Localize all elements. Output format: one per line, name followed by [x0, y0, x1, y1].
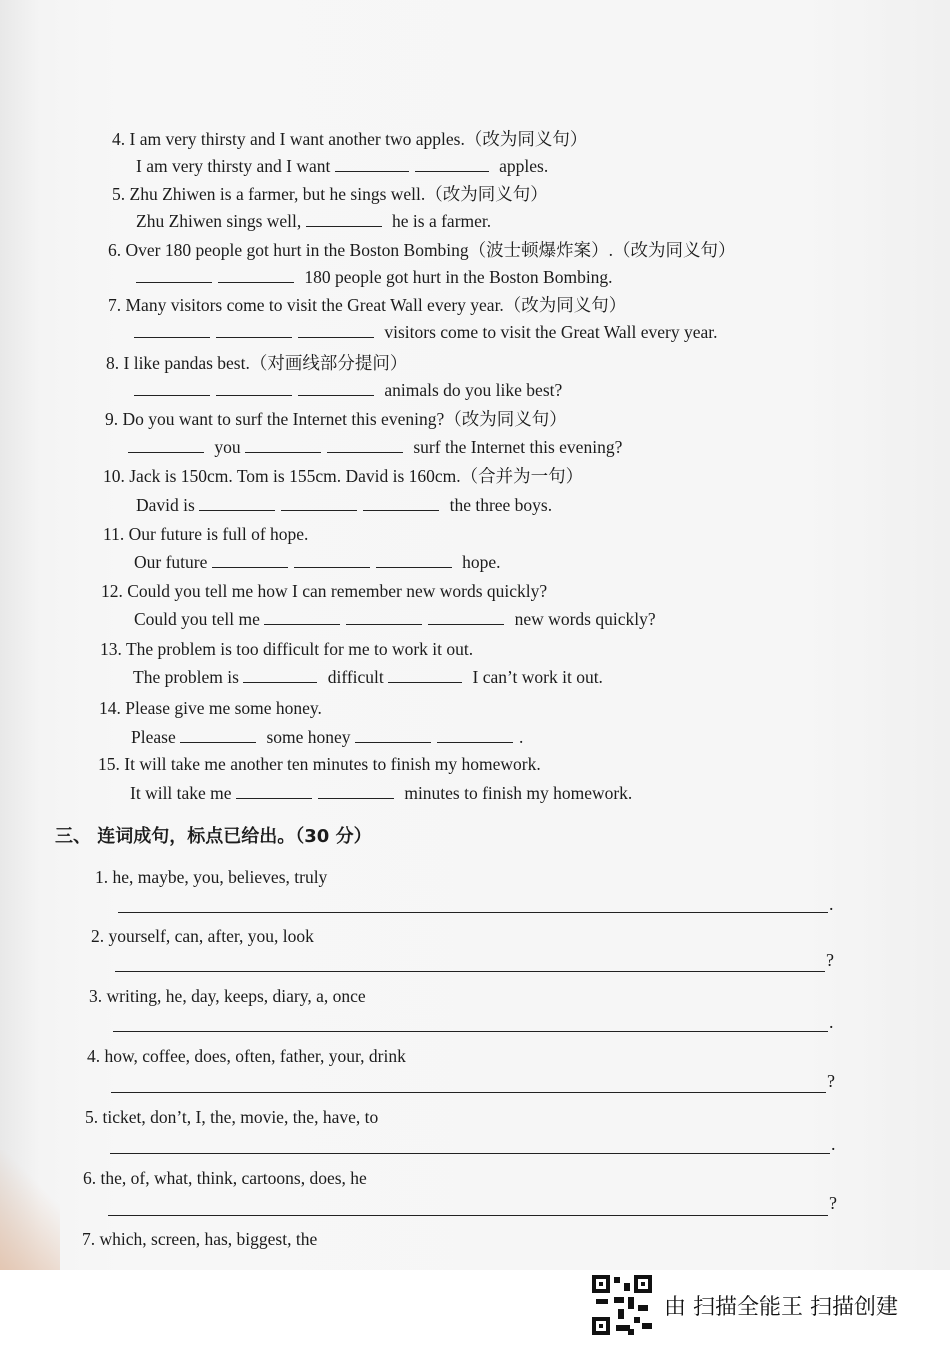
answer-line[interactable] — [110, 1153, 830, 1154]
blank[interactable] — [134, 379, 210, 396]
blank[interactable] — [236, 782, 312, 799]
blank[interactable] — [180, 726, 256, 743]
question-9: 9. Do you want to surf the Internet this evening?（改为同义句） — [105, 409, 567, 429]
answer-line-6: 180 people got hurt in the Boston Bombing. — [136, 266, 613, 288]
blank[interactable] — [437, 726, 513, 743]
question-10: 10. Jack is 150cm. Tom is 155cm. David is 160cm.（合并为一句） — [103, 466, 584, 486]
qr-code-icon — [592, 1275, 652, 1335]
blank[interactable] — [212, 551, 288, 568]
scramble-1-words: 1. he, maybe, you, believes, truly — [95, 867, 328, 887]
blank[interactable] — [306, 210, 382, 227]
blank[interactable] — [335, 155, 409, 172]
answer-line[interactable] — [115, 971, 825, 972]
blank[interactable] — [245, 436, 321, 453]
question-4: 4. I am very thirsty and I want another two apples.（改为同义句） — [112, 129, 588, 149]
answer-line-12: Could you tell me new words quickly? — [134, 609, 656, 629]
question-6: 6. Over 180 people got hurt in the Boston Bombing（波士顿爆炸案）.（改为同义句） — [108, 240, 736, 260]
scramble-3-words: 3. writing, he, day, keeps, diary, a, once — [89, 986, 366, 1006]
answer-line-11: Our future hope. — [134, 552, 501, 572]
punctuation: . — [829, 1012, 834, 1032]
blank[interactable] — [376, 551, 452, 568]
answer-line[interactable] — [111, 1092, 826, 1093]
answer-line-8: animals do you like best? — [134, 379, 562, 401]
scramble-4-words: 4. how, coffee, does, often, father, your, drink — [87, 1046, 406, 1066]
blank[interactable] — [216, 321, 292, 338]
punctuation: ? — [827, 1071, 835, 1091]
blank[interactable] — [298, 379, 374, 396]
blank[interactable] — [363, 494, 439, 511]
blank[interactable] — [243, 666, 317, 683]
blank[interactable] — [136, 266, 212, 283]
answer-line-7: visitors come to visit the Great Wall every year. — [134, 321, 717, 343]
answer-line-15: It will take me minutes to finish my homework. — [130, 783, 633, 803]
blank[interactable] — [346, 608, 422, 625]
question-15: 15. It will take me another ten minutes to finish my homework. — [98, 754, 541, 774]
footer-text: 由 扫描全能王 扫描创建 — [664, 1295, 898, 1320]
scramble-5-words: 5. ticket, don’t, I, the, movie, the, have, to — [85, 1107, 379, 1127]
blank[interactable] — [415, 155, 489, 172]
question-7: 7. Many visitors come to visit the Great Wall every year.（改为同义句） — [108, 295, 627, 315]
scramble-7-words: 7. which, screen, has, biggest, the — [82, 1229, 318, 1249]
question-5: 5. Zhu Zhiwen is a farmer, but he sings well.（改为同义句） — [112, 184, 548, 204]
question-13: 13. The problem is too difficult for me to work it out. — [100, 639, 474, 659]
answer-line-14: Please some honey . — [131, 727, 524, 747]
answer-line-5: Zhu Zhiwen sings well, he is a farmer. — [136, 211, 492, 231]
answer-line[interactable] — [113, 1031, 828, 1032]
question-8: 8. I like pandas best.（对画线部分提问） — [106, 353, 408, 373]
punctuation: . — [829, 894, 834, 914]
answer-line-4: I am very thirsty and I want apples. — [136, 156, 549, 176]
blank[interactable] — [128, 436, 204, 453]
blank[interactable] — [327, 436, 403, 453]
blank[interactable] — [199, 494, 275, 511]
question-11: 11. Our future is full of hope. — [103, 524, 309, 544]
punctuation: . — [831, 1134, 836, 1154]
punctuation: ? — [829, 1193, 837, 1213]
blank[interactable] — [264, 608, 340, 625]
scramble-2-words: 2. yourself, can, after, you, look — [91, 926, 314, 946]
blank[interactable] — [298, 321, 374, 338]
blank[interactable] — [134, 321, 210, 338]
blank[interactable] — [388, 666, 462, 683]
section-3-title: 三、 连词成句，标点已给出。（30 分） — [55, 826, 372, 847]
answer-line[interactable] — [118, 912, 828, 913]
answer-line-13: The problem is difficult I can’t work it out. — [133, 667, 603, 687]
question-12: 12. Could you tell me how I can remember new words quickly? — [101, 581, 548, 601]
blank[interactable] — [216, 379, 292, 396]
answer-line[interactable] — [108, 1215, 828, 1216]
answer-line-9: you surf the Internet this evening? — [128, 436, 622, 458]
question-14: 14. Please give me some honey. — [99, 698, 322, 718]
blank[interactable] — [428, 608, 504, 625]
blank[interactable] — [355, 726, 431, 743]
answer-line-10: David is the three boys. — [136, 495, 553, 515]
scramble-6-words: 6. the, of, what, think, cartoons, does, he — [83, 1168, 367, 1188]
punctuation: ? — [826, 950, 834, 970]
blank[interactable] — [318, 782, 394, 799]
blank[interactable] — [281, 494, 357, 511]
blank[interactable] — [294, 551, 370, 568]
page-edge-shadow — [0, 1150, 60, 1270]
blank[interactable] — [218, 266, 294, 283]
